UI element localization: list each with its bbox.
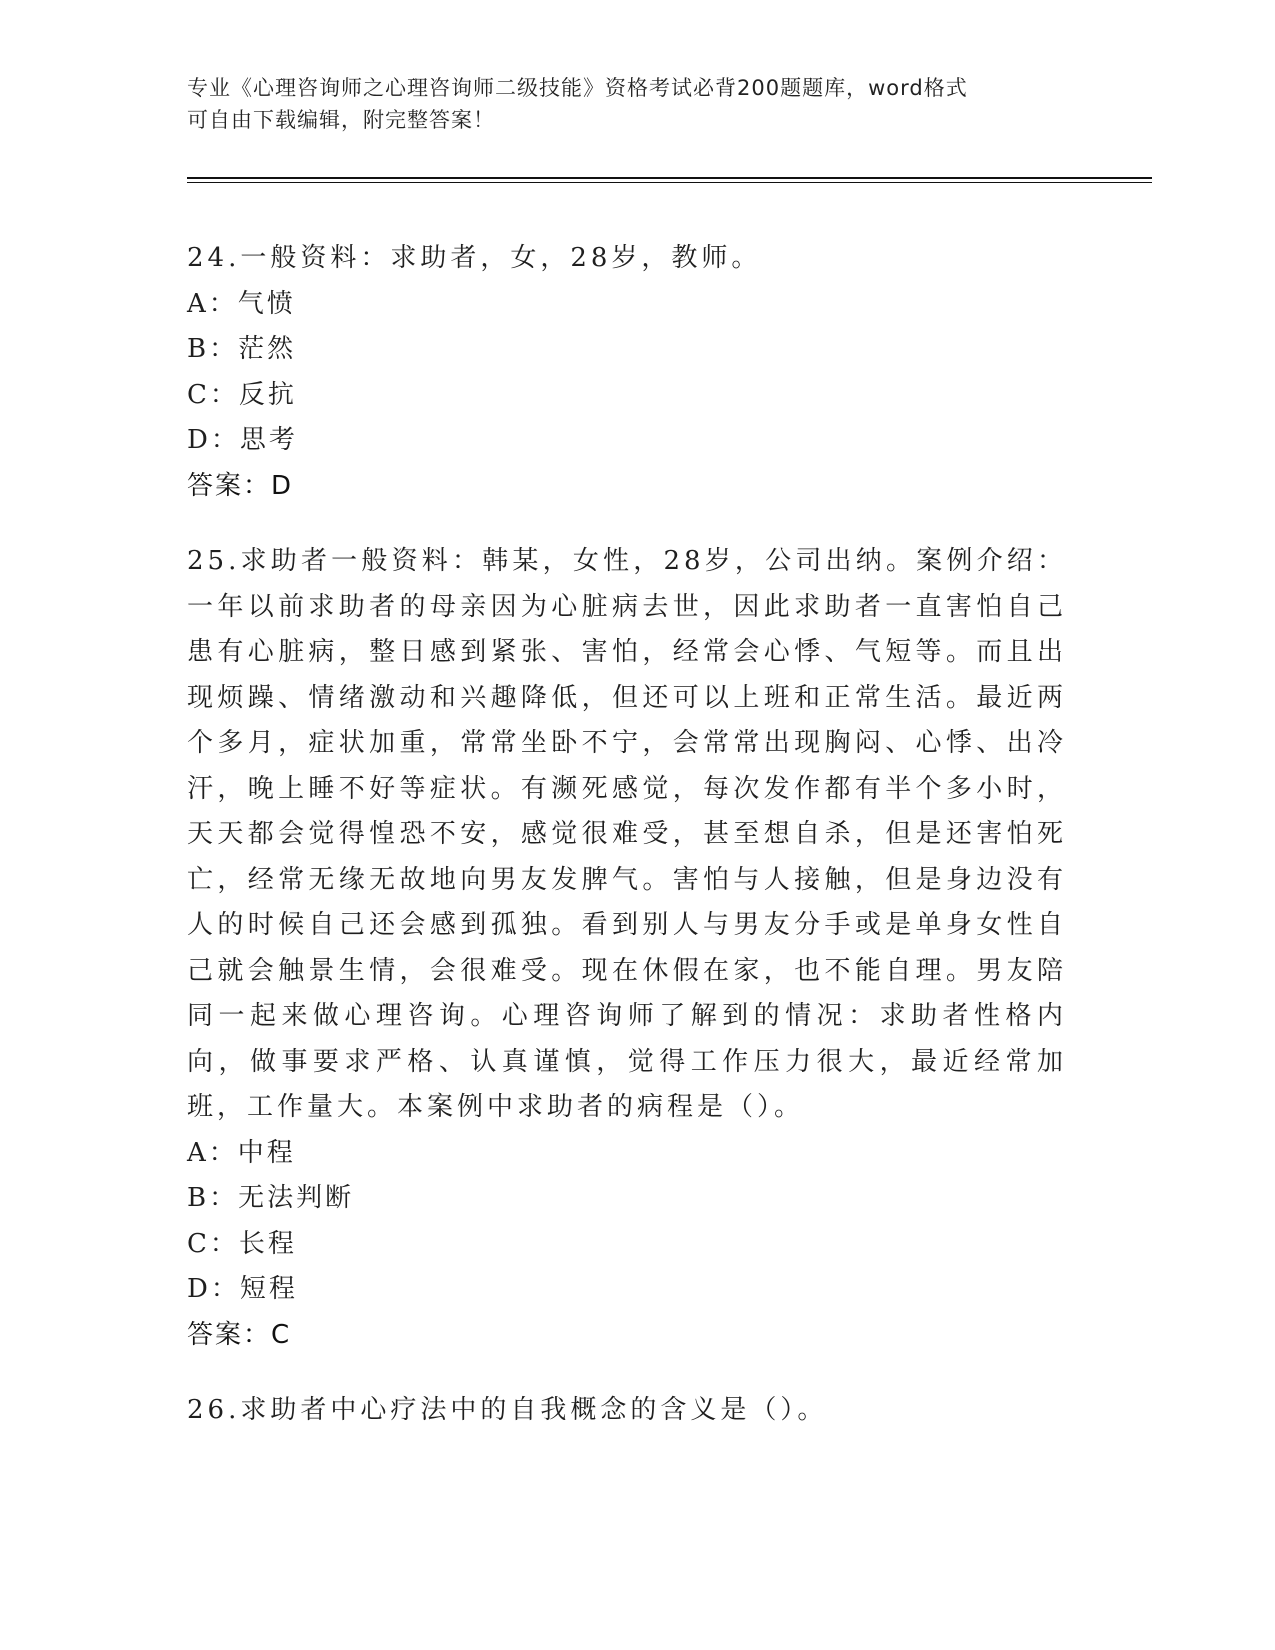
header-divider-thin (187, 182, 1152, 183)
option-d: D：思考 (187, 425, 298, 455)
question-stem: 24.一般资料：求助者，女，28岁，教师。 (187, 243, 762, 273)
question-list (187, 236, 1067, 1464)
header-line-2: 可自由下载编辑，附完整答案！ (187, 108, 495, 132)
option-c: C：长程 (187, 1228, 297, 1259)
question-24 (187, 236, 1067, 509)
option-b: B：茫然 (187, 334, 297, 364)
answer-line: 答案：C (187, 1319, 292, 1350)
header-line-1: 专业《心理咨询师之心理咨询师二级技能》资格考试必背200题题库，word格式 (187, 76, 968, 100)
question-25 (187, 539, 1067, 1358)
document-header (187, 72, 1067, 136)
answer-line: 答案：D (187, 470, 294, 501)
option-c: C：反抗 (187, 379, 297, 410)
question-stem: 26.求助者中心疗法中的自我概念的含义是（）。 (187, 1395, 828, 1425)
option-b: B：无法判断 (187, 1183, 355, 1213)
header-divider-thick (187, 177, 1152, 179)
question-26 (187, 1388, 1067, 1434)
option-a: A：中程 (187, 1137, 296, 1168)
option-d: D：短程 (187, 1274, 298, 1304)
question-stem: 25.求助者一般资料：韩某，女性，28岁，公司出纳。案例介绍：一年以前求助者的母亲因为心脏病去世，因此求助者一直害怕自己患有心脏病，整日感到紧张、害怕，经常会心悸、气短等。而且出现烦躁、情绪激动和兴趣降低，但还可以上班和正常生活。最近两个多月，症状加重，常常坐卧不宁，会常常出现胸闷、心悸、出冷汗，晚上睡不好等症状。有濒死感觉，每次发作都有半个多小时，天天都会觉得惶恐不安，感觉很难受，甚至想自杀，但是还害怕死亡，经常无缘无故地向男友发脾气。害怕与人接触，但是身边没有人的时候自己还会感到孤独。看到别人与男友分手或是单身女性自己就会触景生情，会很难受。现在休假在家，也不能自理。男友陪同一起来做心理咨询。心理咨询师了解到的情况：求助者性格内向，做事要求严格、认真谨慎，觉得工作压力很大，最近经常加班，工作量大。本案例中求助者的病程是（）。 (187, 546, 1067, 1122)
option-a: A：气愤 (187, 288, 296, 319)
